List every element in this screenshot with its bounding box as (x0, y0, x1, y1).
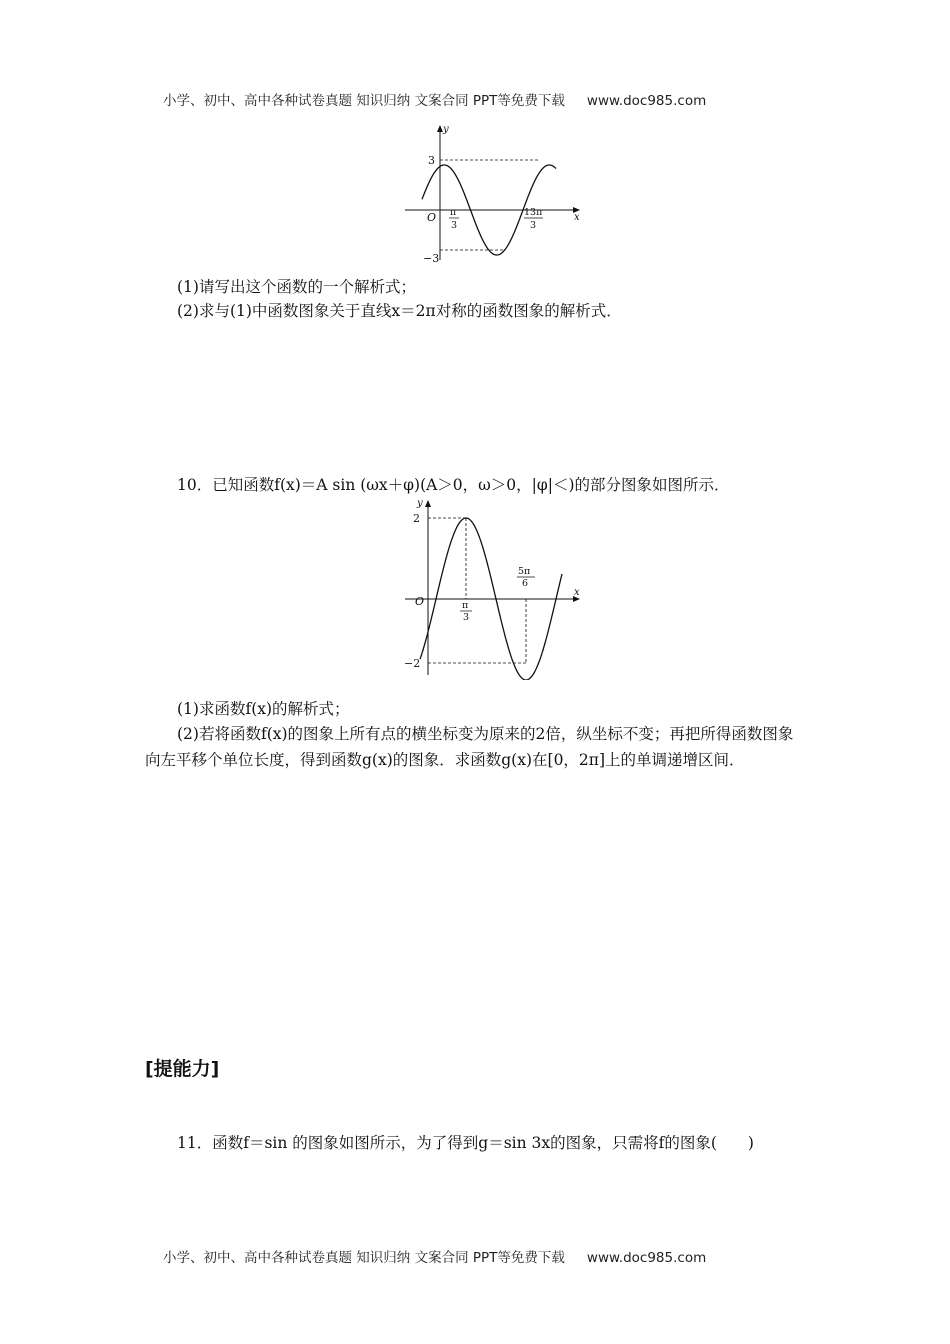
graph1-tick-a-den: 3 (451, 220, 458, 231)
graph1-origin-label: O (427, 211, 437, 224)
graph1-tick-b-num: 13π (524, 207, 543, 218)
graph2-tick-a-num: π (462, 600, 469, 611)
header-text: 小学、初中、高中各种试卷真题 知识归纳 文案合同 PPT等免费下载 (163, 93, 565, 109)
footer-url[interactable]: www.doc985.com (586, 1250, 707, 1266)
header-url[interactable]: www.doc985.com (586, 93, 707, 109)
q10-part2: (2)若将函数f(x)的图象上所有点的横坐标变为原来的2倍，纵坐标不变；再把所得函数图象向左平移个单位长度，得到函数g(x)的图象．求函数g(x)在[0，2π]上的单调递增区间． (145, 725, 794, 769)
graph2-tick-b-num: 5π (518, 566, 531, 577)
graph2-x-label: x (574, 587, 580, 598)
graph1-ymin-label: −3 (423, 252, 440, 265)
graph2-y-label: y (417, 498, 423, 509)
q11-stem: 11．函数f＝sin 的图象如图所示，为了得到g＝sin 3x的图象，只需将f的图象( ) (177, 1134, 754, 1152)
graph2-tick-b-den: 6 (522, 578, 529, 589)
section-title: [提能力] (145, 1058, 220, 1080)
graph1-y-label: y (443, 124, 449, 135)
page-header (163, 89, 706, 109)
graph2-ymin-label: −2 (404, 657, 421, 670)
graph1-ymax-label: 3 (428, 154, 435, 167)
graph-1 (400, 120, 590, 265)
q10-part1: (1)求函数f(x)的解析式； (177, 700, 350, 718)
graph1-x-label: x (574, 212, 580, 223)
q10-stem: 10．已知函数f(x)＝A sin (ωx＋φ)(A＞0，ω＞0，|φ|＜)的部分图象如图所示． (177, 476, 730, 494)
graph2-tick-a-den: 3 (463, 612, 470, 623)
page-footer (163, 1246, 706, 1266)
graph-2 (400, 495, 590, 680)
graph2-y-arrow (425, 500, 431, 507)
graph1-tick-a-num: π (450, 207, 457, 218)
graph2-origin-label: O (415, 595, 425, 608)
q9-part2: (2)求与(1)中函数图象关于直线x＝2π对称的函数图象的解析式． (177, 302, 622, 320)
graph2-ymax-label: 2 (413, 512, 420, 525)
q9-part1: (1)请写出这个函数的一个解析式； (177, 278, 416, 296)
graph1-tick-b-den: 3 (530, 220, 537, 231)
footer-text: 小学、初中、高中各种试卷真题 知识归纳 文案合同 PPT等免费下载 (163, 1250, 565, 1266)
